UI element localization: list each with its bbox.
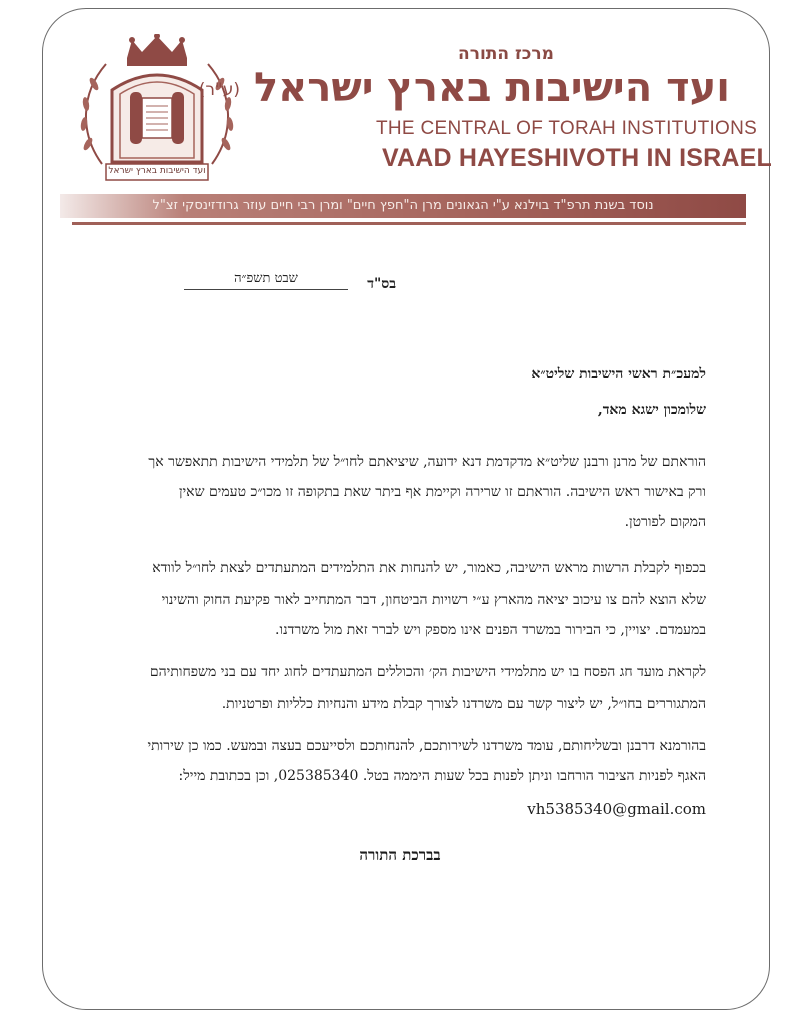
body-line: בכפוף לקבלת הרשות מראש הישיבה, כאמור, יש להנחות את התלמידים המתעתדים לצאת לחו״ל לוודא [152, 560, 706, 576]
letterhead-hebrew-title [198, 65, 730, 112]
letterhead-english-line-2: VAAD HAYESHIVOTH IN ISRAEL [382, 144, 772, 172]
body-line: במעמדם. יצויין, כי הבירור במשרד הפנים אינו מספק ויש לברר זאת מול משרדנו. [275, 622, 706, 638]
body-line: בהורמנא דרבנן ובשליחותם, עומד משרדנו לשירותכם, להנחותכם ולסייעכם בעצה ובמעש. כמו כן שירותי [147, 738, 706, 754]
date-underline [184, 289, 348, 290]
letterhead-english-line-1: THE CENTRAL OF TORAH INSTITUTIONS [376, 118, 758, 139]
emblem-caption: ועד הישיבות בארץ ישראל [108, 166, 206, 176]
letterhead-top-line: מרכז התורה [458, 44, 554, 64]
body-line: המקום לפורטן. [624, 514, 706, 530]
body-line: האגף לפניות הציבור הורחבו וניתן לפנות בכל שעות היממה בטל. 025385340, וכן בכתובת מייל: [178, 768, 706, 784]
body-line: המתגוררים בחו״ל, יש ליצור קשר עם משרדנו לצורך קבלת מידע והנחיות כלליות ופרטניות. [221, 696, 706, 712]
body-line: שלא הוצא להם צו עיכוב יציאה מהארץ ע״י רשויות הביטחון, דבר המתחייב לאור פקיעת החוק והשינוי [161, 592, 706, 608]
contact-email[interactable]: vh5385340@gmail.com [527, 800, 706, 818]
body-line: הוראתם של מרנן ורבנן שליט״א מדקדמת דנא ידועה, שיציאתם לחו״ל של תלמידי הישיבות תתאפשר אך [148, 454, 706, 470]
header-divider [72, 222, 746, 225]
body-line: לקראת מועד חג הפסח בו יש מתלמידי הישיבות הק׳ והכוללים המתעתדים לחוג יחד עם בני משפחותיהם [149, 664, 706, 680]
founding-band: נוסד בשנת תרפ"ד בוילנא ע"י הגאונים מרן ה"חפץ חיים" ומרן רבי חיים עוזר גרודזינסקי זצ"ל [60, 194, 746, 218]
letterhead-hebrew-name: ועד הישיבות בארץ ישראל [253, 65, 730, 111]
addressee: למעכ״ת ראשי הישיבות שליט״א [531, 366, 706, 382]
body-line: ורק באישור ראש הישיבה. הוראתם זו שרירה וקיימת אף ביתר שאת בתקופה זו מכו״כ טעמים שאין [178, 484, 706, 500]
letterhead-registered-suffix: (ע"ר) [198, 80, 241, 100]
greeting: שלומכון ישגא מאד, [597, 402, 706, 418]
closing-blessing: בברכת התורה [359, 846, 441, 864]
letter-date: שבט תשפ״ה [234, 271, 298, 286]
bsd-mark: בס"ד [367, 276, 396, 292]
